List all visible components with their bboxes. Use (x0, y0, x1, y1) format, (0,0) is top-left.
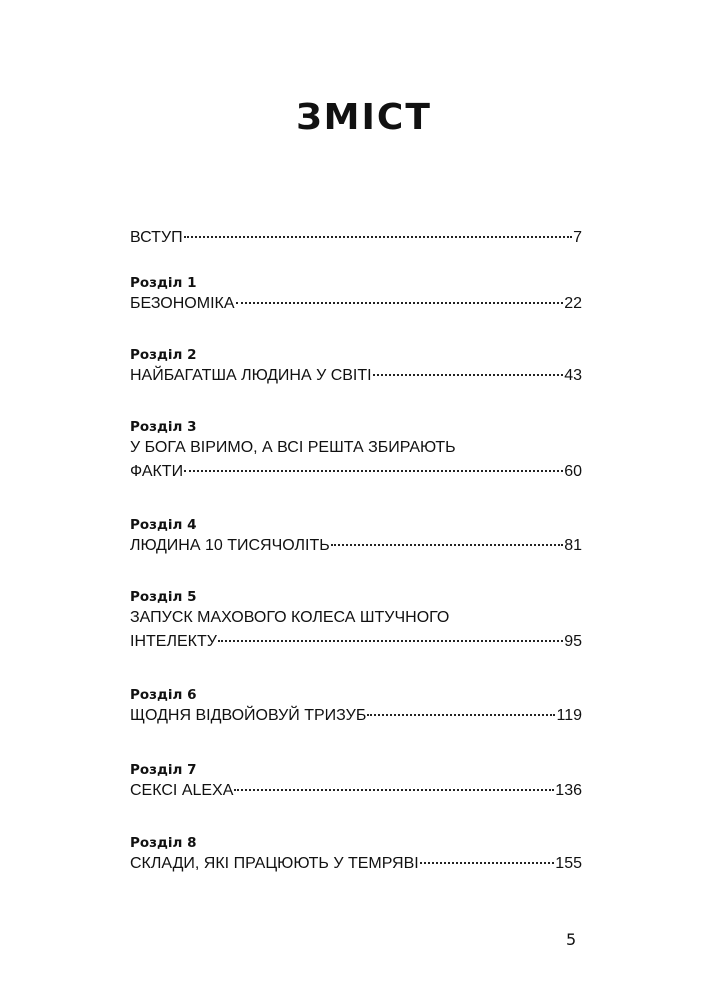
toc-entry-line (130, 364, 582, 388)
toc-entry-page: 136 (555, 782, 582, 799)
toc-entry-line (130, 534, 582, 558)
toc-entry-page: 119 (556, 707, 582, 724)
toc-entry-title: СКЛАДИ, ЯКІ ПРАЦЮЮТЬ У ТЕМРЯВІ (130, 855, 419, 872)
toc-entry-title: ЛЮДИНА 10 ТИСЯЧОЛІТЬ (130, 537, 330, 554)
toc-entry-title: ЩОДНЯ ВІДВОЙОВУЙ ТРИЗУБ (130, 707, 367, 724)
toc-entry-line (130, 630, 582, 654)
toc-entry-title: СЕКСІ ALEXA (130, 782, 234, 799)
toc-entry (130, 686, 582, 728)
toc-entry-title: ІНТЕЛЕКТУ (130, 633, 217, 650)
toc-entry-line (130, 292, 582, 316)
dot-leader (234, 789, 554, 791)
page-title: ЗМІСТ (296, 97, 432, 138)
toc-entry-title: ВСТУП (130, 229, 183, 246)
toc-entry-page: 22 (564, 295, 582, 312)
toc-entry-title: НАЙБАГАТША ЛЮДИНА У СВІТІ (130, 367, 372, 384)
dot-leader (236, 302, 564, 304)
toc-entry (130, 588, 582, 654)
toc-section-label: Розділ 4 (130, 517, 197, 533)
page-number: 5 (566, 930, 577, 949)
toc-entry-title: У БОГА ВІРИМО, А ВСІ РЕШТА ЗБИРАЮТЬ (130, 439, 456, 456)
toc-entry-page: 155 (555, 855, 582, 872)
dot-leader (367, 714, 555, 716)
dot-leader (218, 640, 563, 642)
toc-entry (130, 418, 582, 484)
toc-section-label: Розділ 7 (130, 762, 197, 778)
toc-entry-page: 7 (573, 229, 582, 246)
toc-entry (130, 834, 582, 876)
toc-entry-line (130, 779, 582, 803)
toc-entry-line (130, 226, 582, 250)
toc-entry-line (130, 606, 582, 630)
dot-leader (420, 862, 555, 864)
toc-entry-line (130, 704, 582, 728)
toc-entry-page: 95 (564, 633, 582, 650)
dot-leader (373, 374, 564, 376)
toc-entry-title: ФАКТИ (130, 463, 184, 480)
toc-entry (130, 761, 582, 803)
toc-entry-page: 60 (564, 463, 582, 480)
toc-section-label: Розділ 3 (130, 419, 197, 435)
toc-entry-page: 81 (564, 537, 582, 554)
toc-section-label: Розділ 6 (130, 687, 197, 703)
toc-entry-title: ЗАПУСК МАХОВОГО КОЛЕСА ШТУЧНОГО (130, 609, 450, 626)
dot-leader (184, 470, 563, 472)
toc-entry (130, 346, 582, 388)
toc-entry-line (130, 852, 582, 876)
toc-section-label: Розділ 8 (130, 835, 197, 851)
toc-section-label: Розділ 1 (130, 275, 197, 291)
toc-entry-title: БЕЗОНОМІКА (130, 295, 235, 312)
toc-entry-page: 43 (564, 367, 582, 384)
toc-section-label: Розділ 5 (130, 589, 197, 605)
toc-entry (130, 274, 582, 316)
toc-entry (130, 516, 582, 558)
dot-leader (331, 544, 563, 546)
toc-section-label: Розділ 2 (130, 347, 197, 363)
toc-entry (130, 226, 582, 250)
toc-entry-line (130, 436, 582, 460)
toc-entry-line (130, 460, 582, 484)
dot-leader (184, 236, 572, 238)
